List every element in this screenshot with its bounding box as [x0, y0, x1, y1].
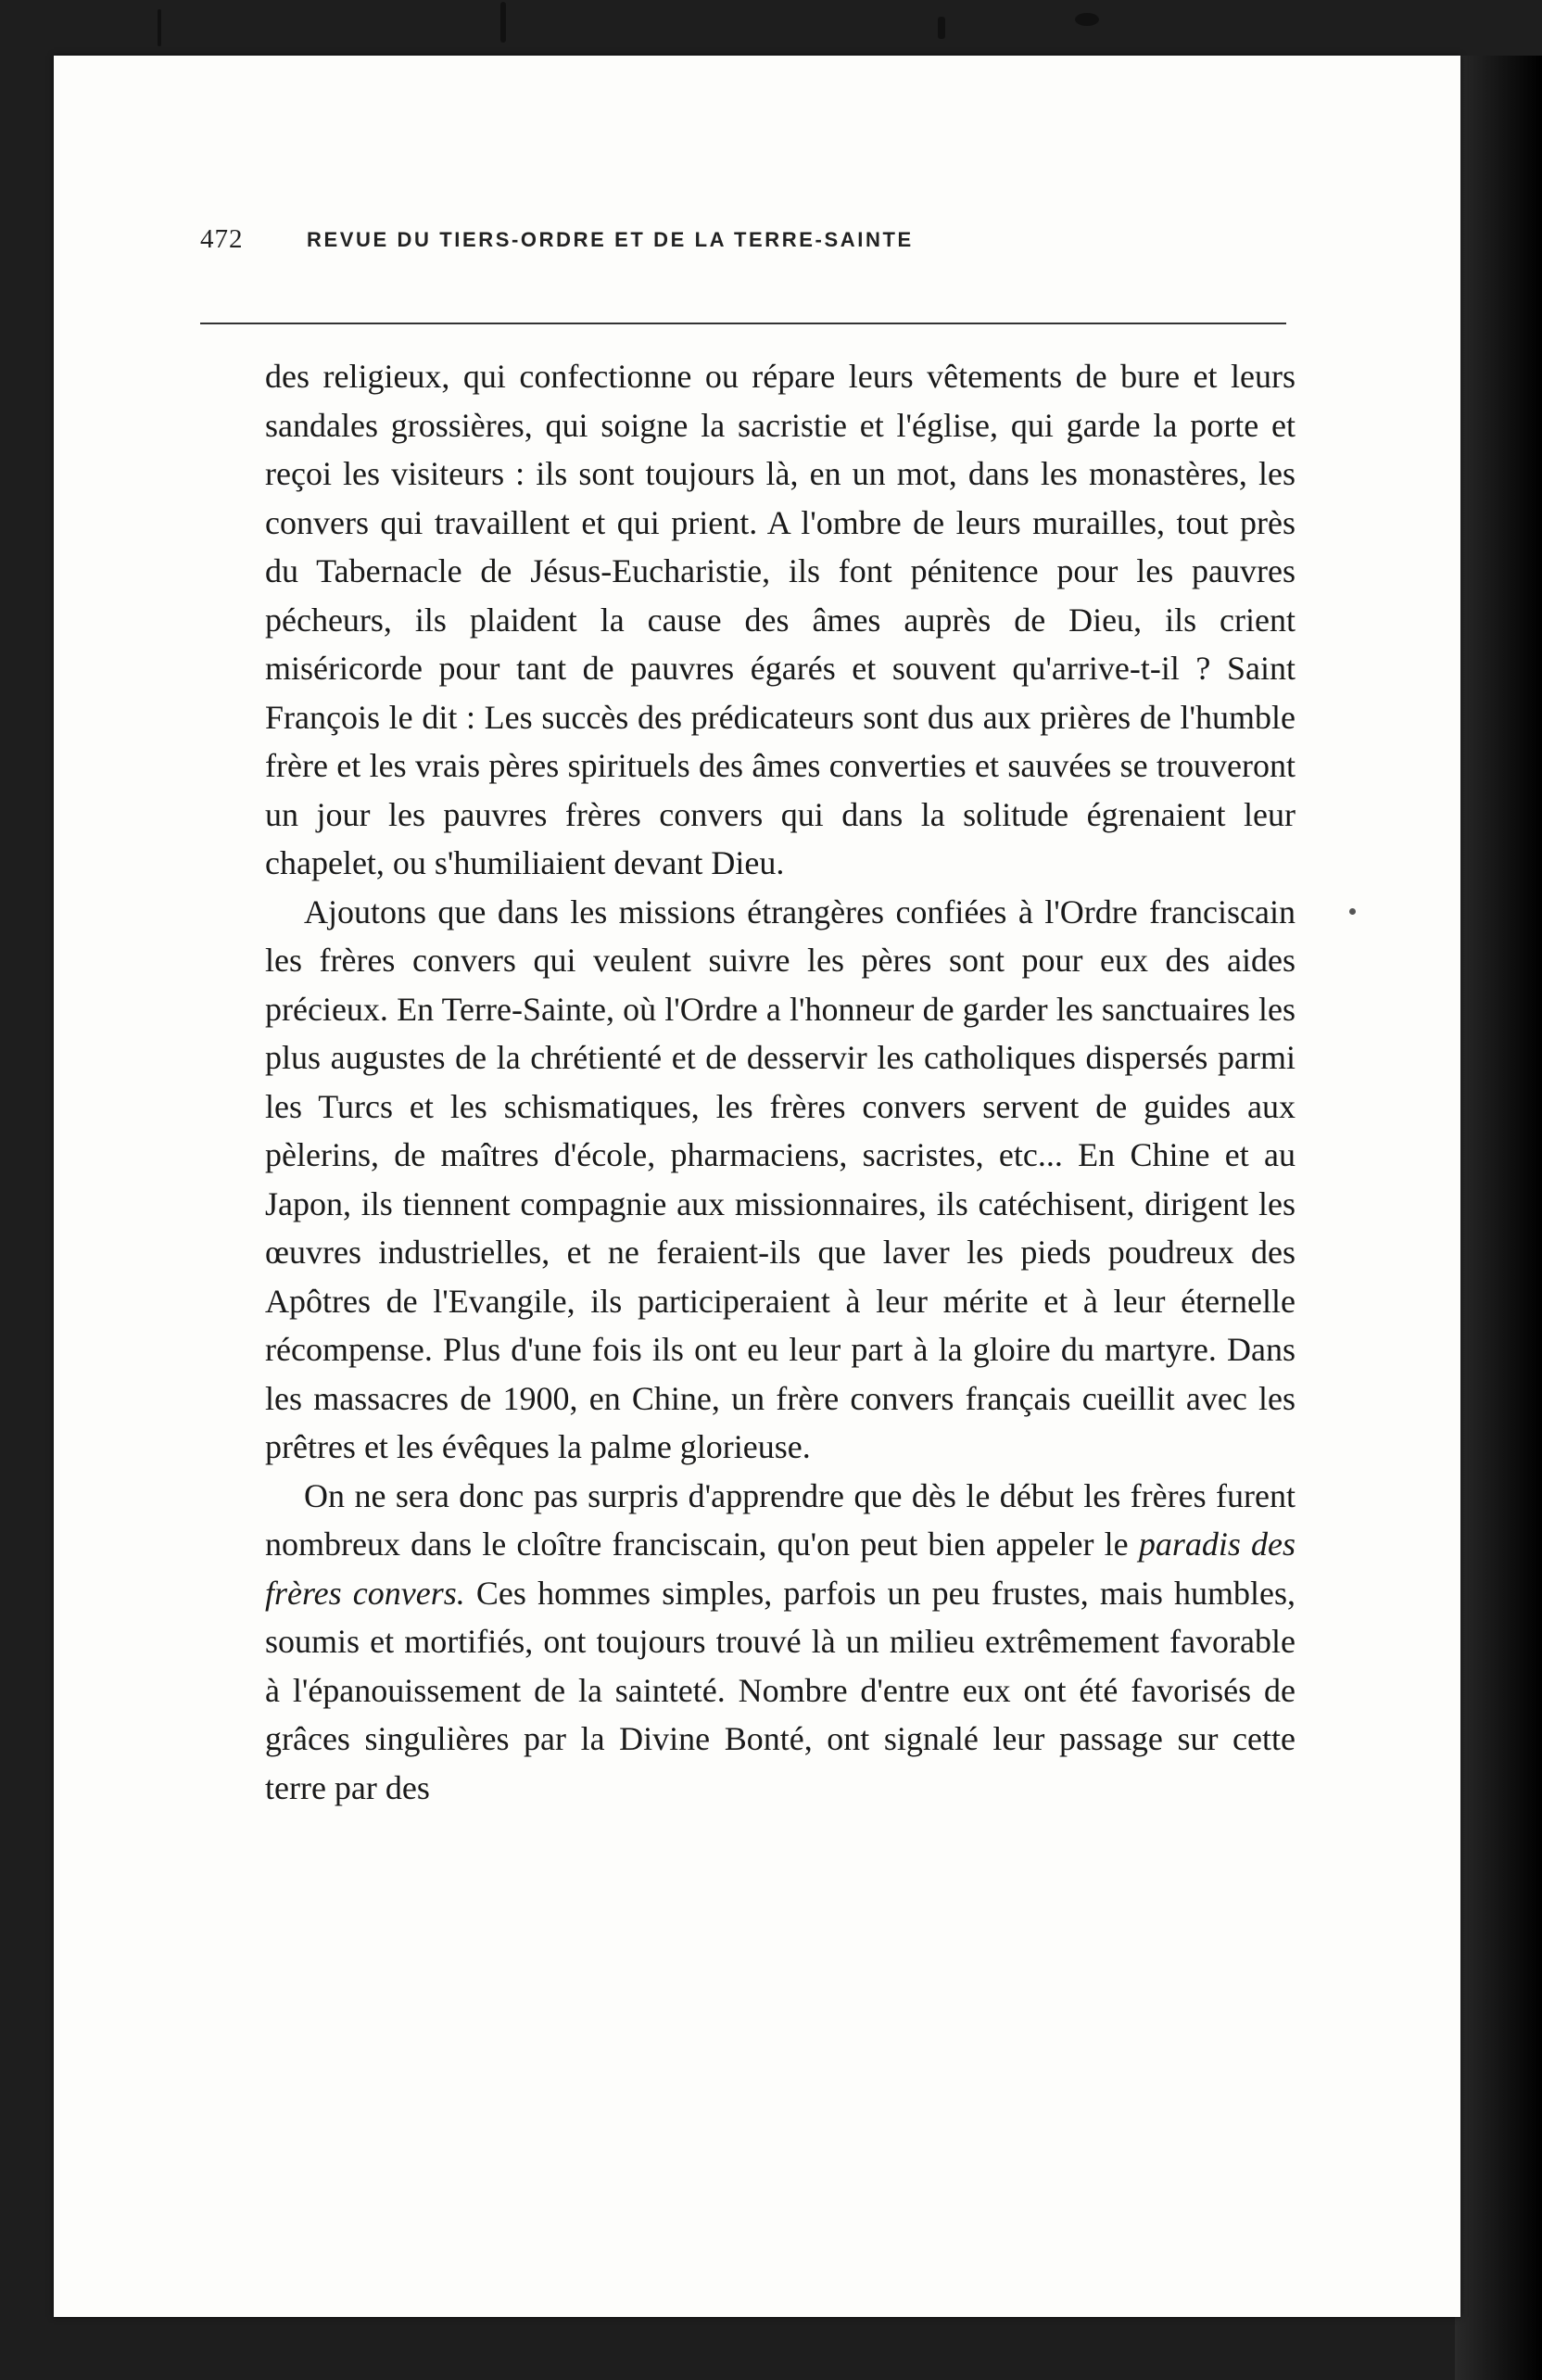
- paragraph-3: [265, 1472, 1296, 1813]
- paragraph-3-text-before: On ne sera donc pas surpris d'apprendre que dès le début les frères furent nombreux dans le cloître franciscain, qu'on peut bien appeler le: [265, 1476, 1296, 1563]
- paragraph-1: des religieux, qui confectionne ou répare leurs vêtements de bure et leurs sandales grossières, qui soigne la sacristie et l'église, qui garde la porte et reçoi les visiteurs : ils sont toujours là, en un mot, dans les monastères, les convers qui travaillent et qui prient. A l'ombre de leurs murailles, tout près du Tabernacle de Jésus-Eucharistie, ils font pénitence pour les pauvres pécheurs, ils plaident la cause des âmes auprès de Dieu, ils crient miséricorde pour tant de pauvres égarés et souvent qu'arrive-t-il ? Saint François le dit : Les succès des prédicateurs sont dus aux prières de l'humble frère et les vrais pères spirituels des âmes converties et sauvées se trouveront un jour les pauvres frères convers qui dans la solitude égrenaient leur chapelet, ou s'humiliaient devant Dieu.: [265, 358, 1296, 881]
- page-number: 472: [200, 224, 244, 254]
- paragraph-3-text-after: Ces hommes simples, parfois un peu frustes, mais humbles, soumis et mortifiés, ont toujours trouvé là un milieu extrêmement favorable à l'épanouissement de la sainteté. Nombre d'entre eux ont été favorisés de grâces singulières par la Divine Bonté, ont signalé leur passage sur cette terre par des: [265, 1574, 1296, 1806]
- paragraph-2: Ajoutons que dans les missions étrangères confiées à l'Ordre franciscain les frères convers qui veulent suivre les pères sont pour eux des aides précieux. En Terre-Sainte, où l'Ordre a l'honneur de garder les sanctuaires les plus augustes de la chrétienté et de desservir les catholiques dispersés parmi les Turcs et les schismatiques, les frères convers servent de guides aux pèlerins, de maîtres d'école, pharmaciens, sacristes, etc... En Chine et au Japon, ils tiennent compagnie aux missionnaires, ils catéchisent, dirigent les œuvres industrielles, et ne feraient-ils que laver les pieds poudreux des Apôtres de l'Evangile, ils participeraient à leur mérite et à leur éternelle récompense. Plus d'une fois ils ont eu leur part à la gloire du martyre. Dans les massacres de 1900, en Chine, un frère convers français cueillit avec les prêtres et les évêques la palme glorieuse.: [265, 892, 1296, 1465]
- running-title: REVUE DU TIERS-ORDRE ET DE LA TERRE-SAINTE: [307, 228, 914, 251]
- facing-page-edge: [1455, 56, 1542, 2380]
- body-text: [265, 352, 1296, 1812]
- header-rule: [200, 323, 1286, 324]
- paragraph-3-italic-phrase: paradis des frères convers.: [265, 1525, 1296, 1612]
- page-header: [200, 211, 1294, 267]
